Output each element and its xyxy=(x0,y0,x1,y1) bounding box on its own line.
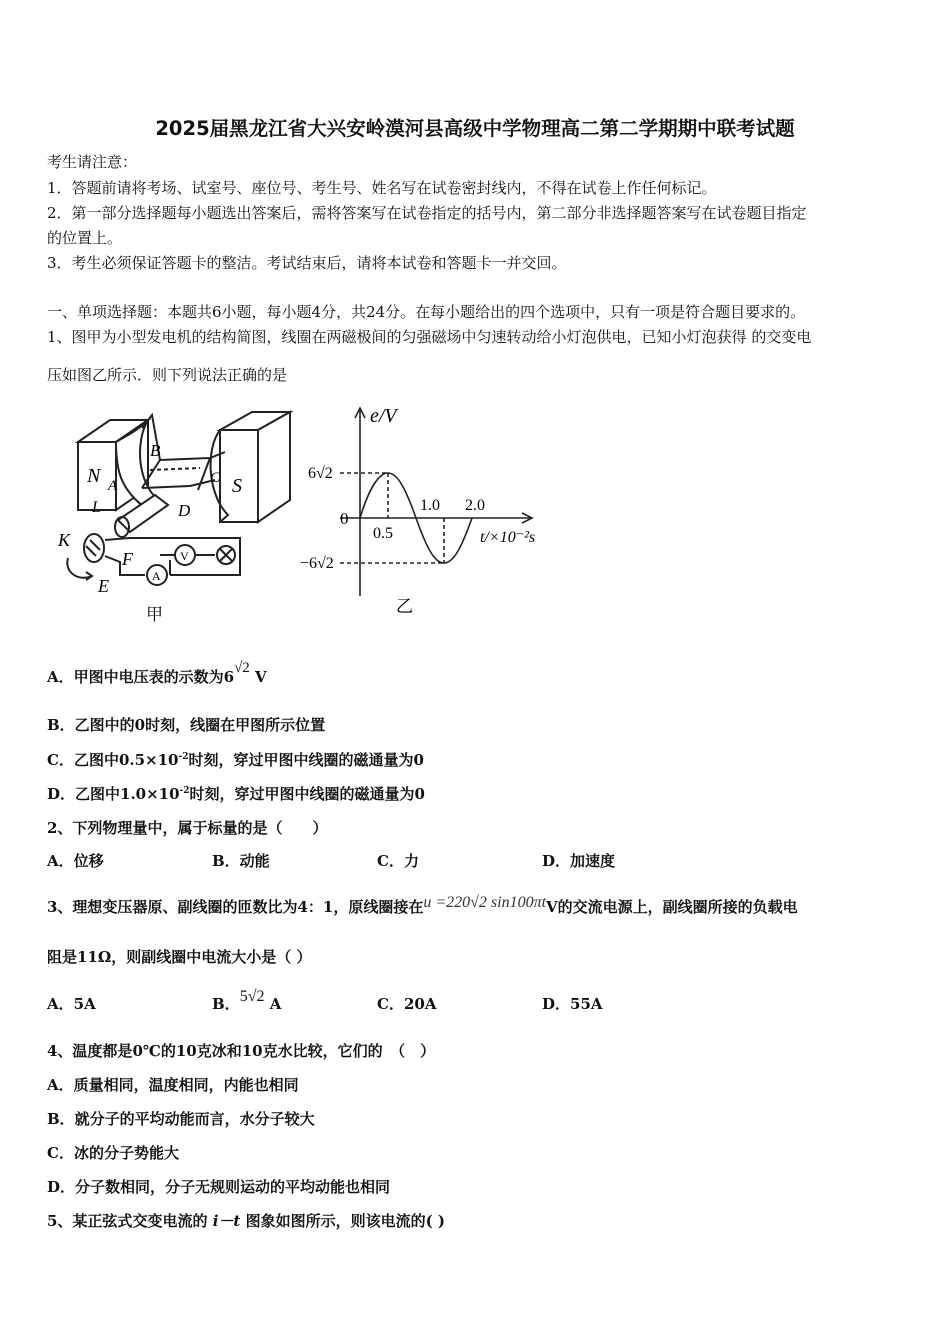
option-text: 时刻，穿过甲图中线圈的磁通量为0 xyxy=(189,785,425,803)
question-1-stem: 1、图甲为小型发电机的结构简图，线圈在两磁极间的匀强磁场中匀速转动给小灯泡供电，已知小灯泡获得 的交变电 xyxy=(47,328,812,346)
figure-label: K xyxy=(58,530,71,550)
question-4-stem: 4、温度都是0℃的10克冰和10克水比较，它们的 （ ） xyxy=(47,1042,436,1060)
question-1-option-b: B．乙图中的0时刻，线圈在甲图所示位置 xyxy=(47,716,326,734)
question-3-stem xyxy=(47,896,798,917)
option-text: D．乙图中1.0×10 xyxy=(47,785,180,803)
question-2-option: B．动能 xyxy=(212,852,270,870)
section-heading: 一、单项选择题：本题共6小题，每小题4分，共24分。在每小题给出的四个选项中，只有一项是符合题目要求的。 xyxy=(47,303,806,321)
question-2-option: A．位移 xyxy=(47,852,104,870)
sqrt-formula: √2 xyxy=(234,660,250,676)
stem-text: 图象如图所示，则该电流的( ) xyxy=(245,1212,445,1230)
notice-heading: 考生请注意： xyxy=(47,153,138,171)
notice-item: 2．第一部分选择题每小题选出答案后，需将答案写在试卷指定的括号内，第二部分非选择题答案写在试卷题目指定 xyxy=(47,204,807,222)
y-tick-label: −6√2 xyxy=(300,555,334,572)
figure-label: A xyxy=(152,569,161,583)
figure-label: C xyxy=(210,470,221,486)
figure-caption: 乙 xyxy=(396,597,413,616)
question-2-stem: 2、下列物理量中，属于标量的是（ ） xyxy=(47,819,328,837)
y-axis-label: e/V xyxy=(370,405,397,427)
notice-item: 3．考生必须保证答题卡的整洁。考试结束后，请将本试卷和答题卡一并交回。 xyxy=(47,254,567,272)
question-3-option: C．20A xyxy=(377,995,437,1013)
figure-label: V xyxy=(180,549,189,563)
option-text: B． xyxy=(212,995,240,1013)
option-text: A．甲图中电压表的示数为6 xyxy=(47,668,235,686)
question-3-stem-cont: 阻是11Ω，则副线圈中电流大小是（ ） xyxy=(47,948,312,966)
question-4-option: C．冰的分子势能大 xyxy=(47,1144,179,1162)
question-3-option: D．55A xyxy=(542,995,603,1013)
figure-caption: 甲 xyxy=(146,605,163,624)
stem-text: 5、某正弦式交变电流的 xyxy=(47,1212,208,1230)
figure-label: F xyxy=(122,549,133,569)
figure-label: S xyxy=(232,475,242,497)
voltage-graph xyxy=(300,400,565,620)
question-5-stem xyxy=(47,1210,445,1231)
question-1-option-c xyxy=(47,749,424,770)
question-1-option-a xyxy=(47,660,267,687)
page-title: 2025届黑龙江省大兴安岭漠河县高级中学物理高二第二学期期中联考试题 xyxy=(155,117,795,140)
x-axis-label: t/×10⁻²s xyxy=(480,529,536,546)
generator-figure xyxy=(50,400,295,630)
stem-text: 3、理想变压器原、副线圈的匝数比为4：1，原线圈接在 xyxy=(47,898,424,916)
y-tick-label: 6√2 xyxy=(308,465,333,482)
stem-text: V的交流电源上，副线圈所接的负载电 xyxy=(546,898,798,916)
figure-label: B xyxy=(150,441,161,460)
option-unit: A xyxy=(269,995,282,1013)
option-text: C．乙图中0.5×10 xyxy=(47,751,179,769)
question-2-option: D．加速度 xyxy=(542,852,616,870)
notice-item: 1．答题前请将考场、试室号、座位号、考生号、姓名写在试卷密封线内，不得在试卷上作任何标记。 xyxy=(47,179,717,197)
figure-label: E xyxy=(98,576,109,596)
x-tick-label: 1.0 xyxy=(420,497,440,514)
figure-label: L xyxy=(92,499,101,516)
x-tick-label: 2.0 xyxy=(465,497,485,514)
option-unit: V xyxy=(255,668,267,686)
question-4-option: A．质量相同，温度相同，内能也相同 xyxy=(47,1076,299,1094)
question-3-option xyxy=(212,988,282,1014)
figure-label: N xyxy=(87,465,101,487)
question-1-stem-cont: 压如图乙所示．则下列说法正确的是 xyxy=(47,366,288,384)
stem-math: i－t xyxy=(212,1212,241,1230)
x-tick-label: 0.5 xyxy=(373,525,393,542)
sqrt-formula: 5√2 xyxy=(239,988,265,1005)
question-1-option-d xyxy=(47,783,425,804)
notice-item: 的位置上。 xyxy=(47,229,123,247)
question-4-option: D．分子数相同，分子无规则运动的平均动能也相同 xyxy=(47,1178,391,1196)
figure-label: A xyxy=(108,478,118,494)
exponent: -2 xyxy=(179,786,190,796)
figure-label: D xyxy=(178,501,191,520)
question-3-option: A．5A xyxy=(47,995,96,1013)
question-4-option: B．就分子的平均动能而言，水分子较大 xyxy=(47,1110,315,1128)
origin-label: 0 xyxy=(340,509,349,528)
exponent: -2 xyxy=(178,752,189,762)
voltage-formula: u =220√2 sin100πt xyxy=(423,894,547,911)
question-2-option: C．力 xyxy=(377,852,419,870)
option-text: 时刻，穿过甲图中线圈的磁通量为0 xyxy=(188,751,424,769)
